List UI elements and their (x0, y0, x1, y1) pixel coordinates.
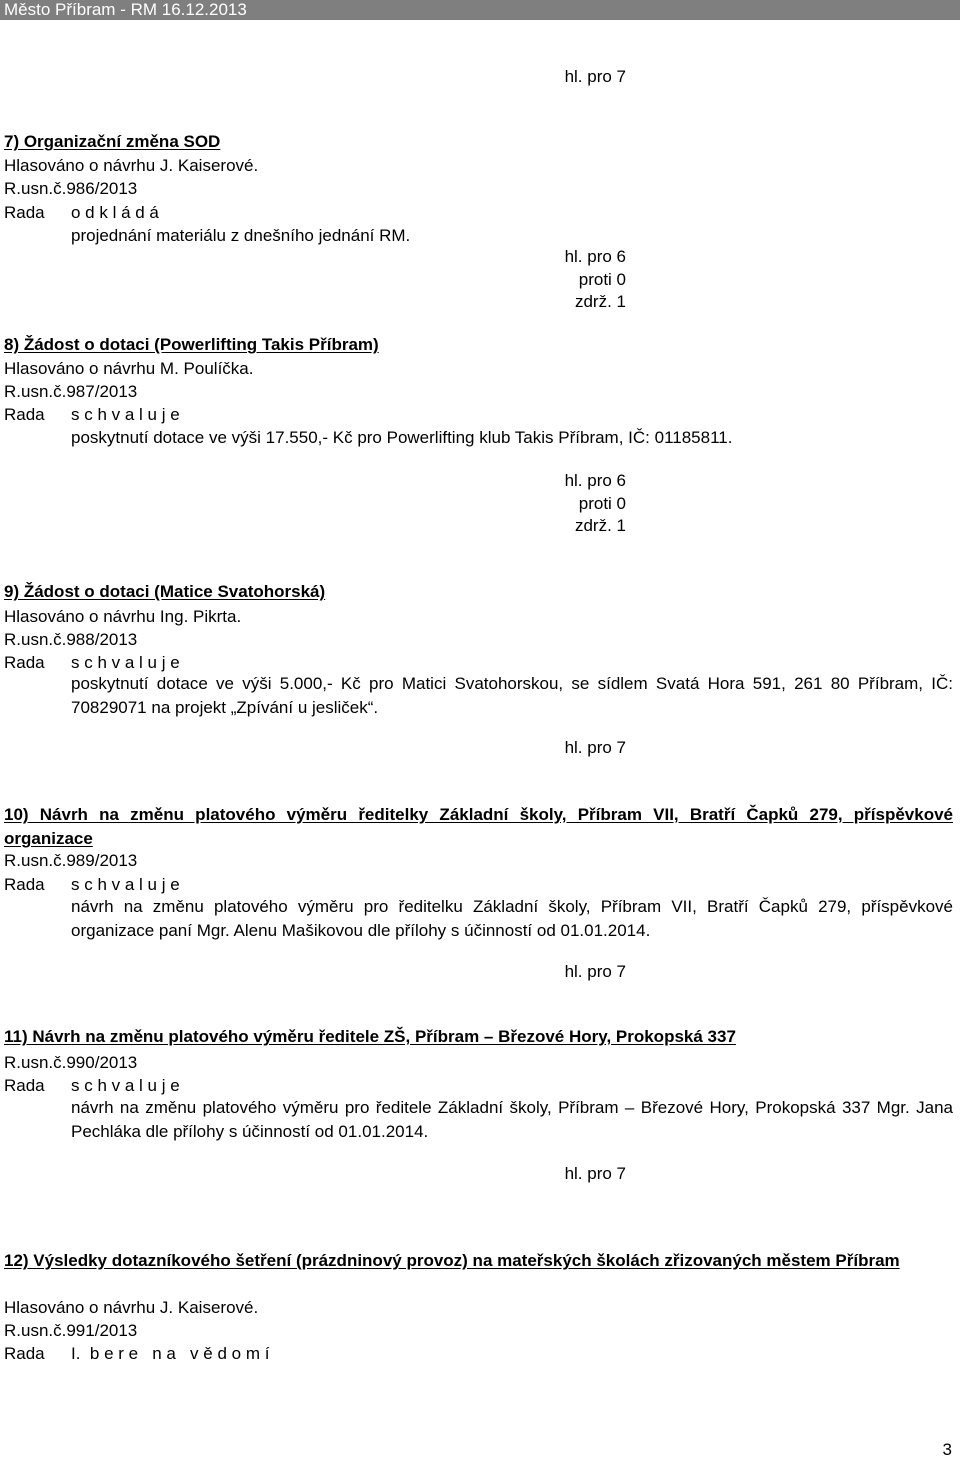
item-title: 7) Organizační změna SOD (4, 132, 221, 151)
vote-for: hl. pro 7 (564, 67, 626, 86)
voting-on: Hlasováno o návrhu J. Kaiserové. (4, 1298, 259, 1317)
vote-against: proti 0 (578, 269, 626, 289)
item-title: 9) Žádost o dotaci (Matice Svatohorská) (4, 582, 326, 601)
rada-label: Rada (4, 405, 45, 424)
resolution-verb: s c h v a l u j e (71, 875, 180, 894)
vote-for: hl. pro 7 (564, 738, 626, 757)
resolution-text: poskytnutí dotace ve výši 5.000,- Kč pro Matici Svatohorskou, se sídlem Svatá Hora 591, 261 80 Příbram, IČ: 70829071 na projekt „Zpívání u jesliček“. (71, 674, 953, 717)
document-header (0, 0, 960, 20)
resolution-text: projednání materiálu z dnešního jednání RM. (71, 226, 411, 245)
item-title: 11) Návrh na změnu platového výměru ředitele ZŠ, Příbram – Březové Hory, Prokopská 337 (4, 1027, 736, 1046)
vote-for: hl. pro 6 (564, 471, 626, 490)
item-title: 10) Návrh na změnu platového výměru ředitelky Základní školy, Příbram VII, Bratří Čapků 279, příspěvkové organizace (4, 805, 953, 848)
resolution-verb: s c h v a l u j e (71, 405, 180, 424)
vote-summary (565, 1163, 626, 1186)
voting-on: Hlasováno o návrhu M. Poulíčka. (4, 359, 254, 378)
vote-for: hl. pro 7 (564, 1164, 626, 1183)
vote-summary (565, 961, 626, 984)
vote-for: hl. pro 6 (564, 247, 626, 266)
vote-summary (565, 66, 626, 89)
vote-abstain: zdrž. 1 (574, 292, 626, 311)
resolution-verb: o d k l á d á (71, 203, 159, 222)
rada-label: Rada (4, 203, 45, 222)
resolution-number: R.usn.č.987/2013 (4, 382, 138, 401)
resolution-number: R.usn.č.986/2013 (4, 179, 138, 198)
resolution-verb: s c h v a l u j e (71, 653, 180, 672)
vote-abstain: zdrž. 1 (574, 516, 626, 535)
vote-summary (565, 470, 626, 538)
voting-on: Hlasováno o návrhu Ing. Pikrta. (4, 607, 242, 626)
vote-for: hl. pro 7 (564, 962, 626, 981)
rada-label: Rada (4, 1344, 45, 1363)
rada-label: Rada (4, 653, 45, 672)
resolution-number: R.usn.č.988/2013 (4, 630, 138, 649)
vote-against: proti 0 (578, 493, 626, 513)
resolution-number: R.usn.č.990/2013 (4, 1053, 138, 1072)
resolution-number: R.usn.č.991/2013 (4, 1321, 138, 1340)
resolution-number: R.usn.č.989/2013 (4, 851, 138, 870)
vote-summary (565, 737, 626, 760)
resolution-verb: s c h v a l u j e (71, 1076, 180, 1095)
item-title: 12) Výsledky dotazníkového šetření (prázdninový provoz) na mateřských školách zřizovaných městem Příbram (4, 1251, 900, 1270)
rada-label: Rada (4, 1076, 45, 1095)
vote-summary (565, 246, 626, 314)
resolution-text: návrh na změnu platového výměru pro ředitelku Základní školy, Příbram VII, Bratří Čapků 279, příspěvkové organizace paní Mgr. Alenu Mašikovou dle přílohy s účinností od 01.01.2014. (71, 897, 953, 940)
voting-on: Hlasováno o návrhu J. Kaiserové. (4, 156, 259, 175)
resolution-text: poskytnutí dotace ve výši 17.550,- Kč pro Powerlifting klub Takis Příbram, IČ: 01185811. (71, 428, 733, 447)
resolution-verb: I. b e r e n a v ě d o m í (71, 1344, 270, 1363)
resolution-text: návrh na změnu platového výměru pro ředitele Základní školy, Příbram – Březové Hory, Prokopská 337 Mgr. Jana Pechláka dle přílohy s účinností od 01.01.2014. (71, 1098, 953, 1141)
rada-label: Rada (4, 875, 45, 894)
item-title: 8) Žádost o dotaci (Powerlifting Takis Příbram) (4, 335, 379, 354)
document-title: Město Příbram - RM 16.12.2013 (4, 0, 247, 19)
page-number: 3 (942, 1440, 952, 1459)
